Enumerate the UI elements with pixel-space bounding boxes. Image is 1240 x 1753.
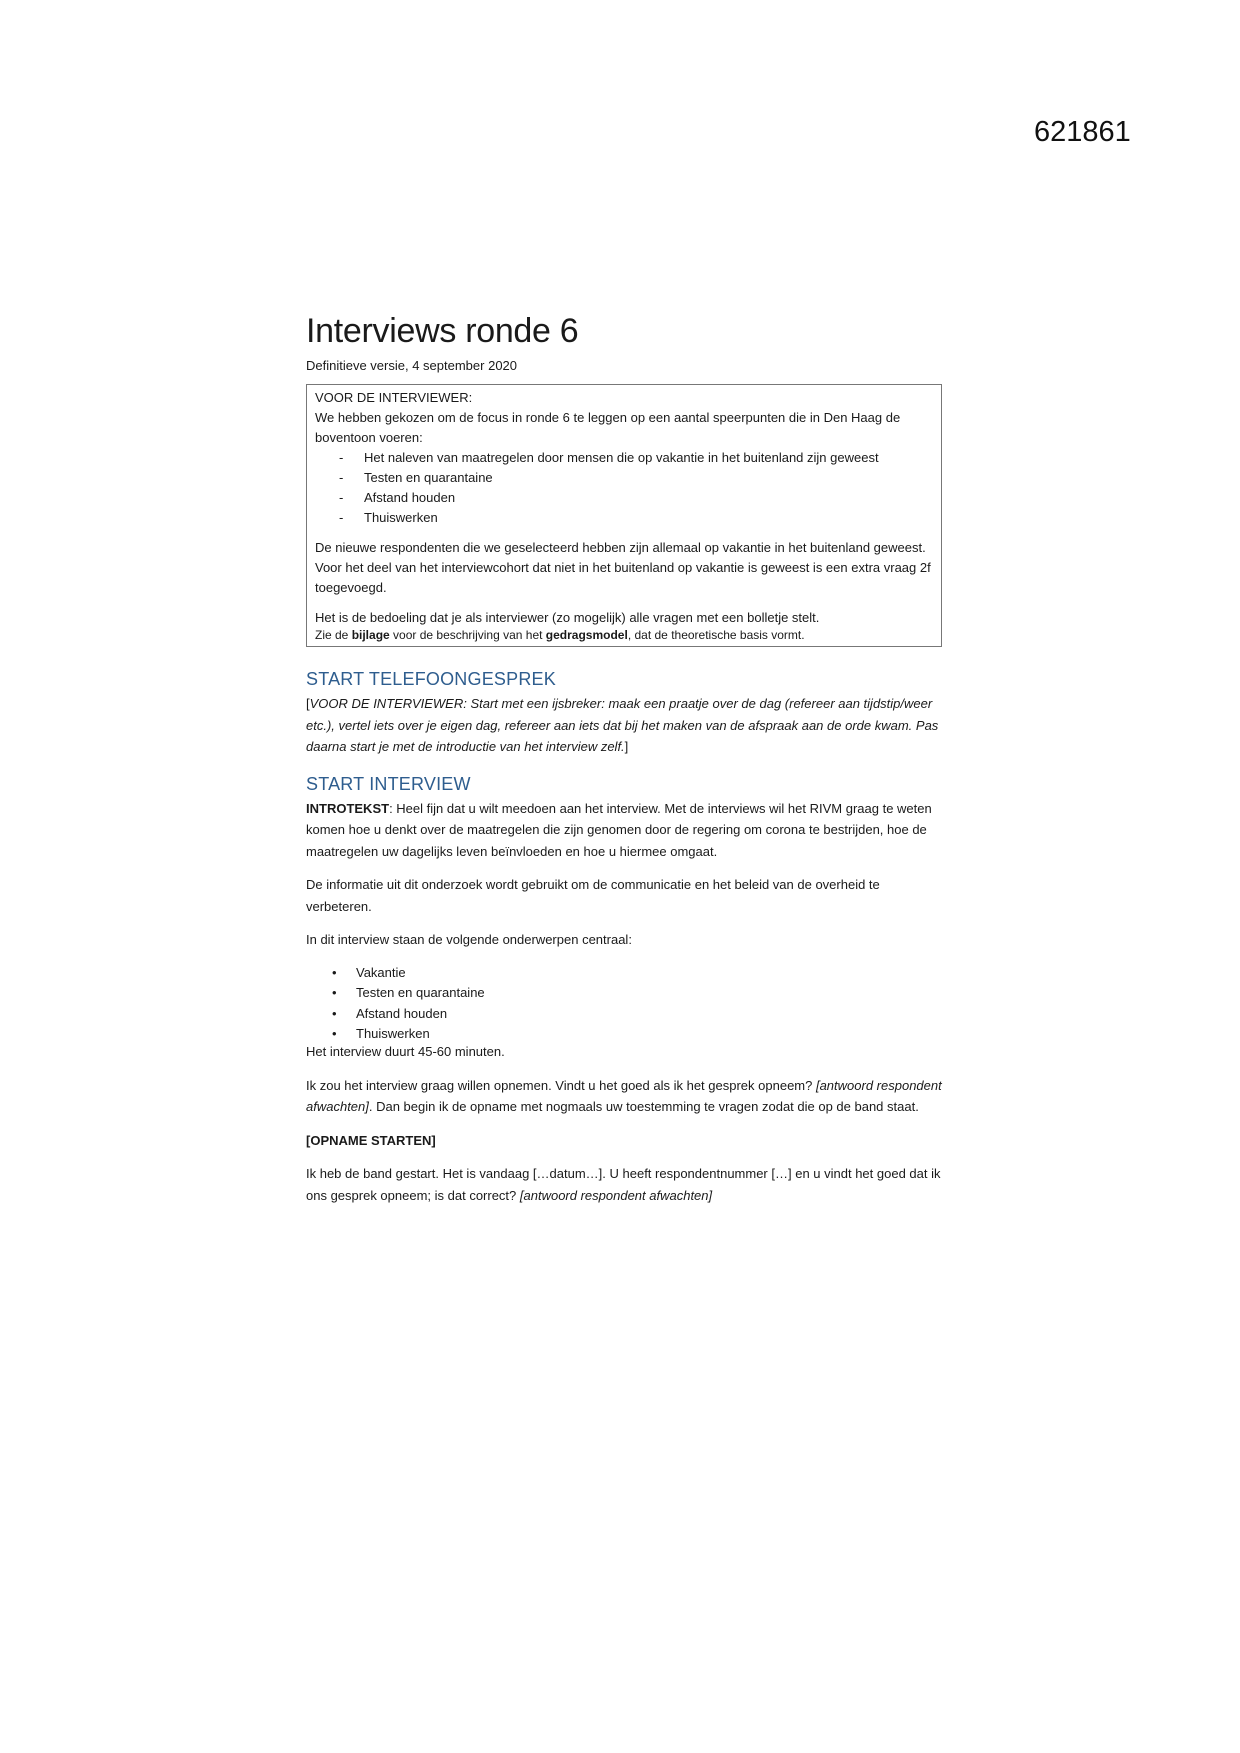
- model-reference: gedragsmodel: [545, 628, 628, 642]
- box-intro: We hebben gekozen om de focus in ronde 6 te leggen op een aantal speerpunten die in Den Haag de boventoon voeren:: [315, 410, 901, 445]
- band-text: Ik heb de band gestart. Het is vandaag […datum…]. U heeft respondentnummer […] en u vindt het goed dat ik ons gesprek opneem; is dat correct?: [306, 1166, 941, 1203]
- info-paragraph: De informatie uit dit onderzoek wordt gebruikt om de communicatie en het beleid van de overheid te verbeteren.: [306, 877, 880, 914]
- note-text: voor de beschrijving van het: [389, 628, 546, 642]
- bracket: ]: [624, 739, 629, 754]
- list-item: • Afstand houden: [356, 1004, 942, 1025]
- box-heading: VOOR DE INTERVIEWER:: [315, 390, 473, 405]
- appendix-reference: bijlage: [351, 628, 390, 642]
- start-recording-label: [OPNAME STARTEN]: [306, 1132, 436, 1148]
- recording-paragraph: [306, 1075, 942, 1118]
- intro-label: INTROTEKST: [306, 800, 390, 816]
- band-paragraph: [306, 1163, 942, 1206]
- duration-text: Het interview duurt 45-60 minuten.: [306, 1043, 505, 1059]
- box-respondents-text: De nieuwe respondenten die we geselecteerd hebben zijn allemaal op vakantie in het buitenland geweest. Voor het deel van het interviewcohort dat niet in het buitenland op vakantie is geweest is een extra vraag 2f toegevoegd.: [315, 540, 931, 595]
- document-content: [306, 310, 942, 1218]
- phone-instructions: [306, 693, 942, 758]
- list-item: - Thuiswerken: [339, 508, 933, 528]
- note-text: , dat de theoretische basis vormt.: [627, 628, 805, 642]
- box-appendix-note: [315, 628, 933, 642]
- band-instruction: [antwoord respondent afwachten]: [519, 1187, 713, 1203]
- recording-text: . Dan begin ik de opname met nogmaals uw toestemming te vragen zodat die op de band staat.: [368, 1099, 919, 1114]
- document-number: 621861: [1034, 116, 1131, 148]
- intro-text: : Heel fijn dat u wilt meedoen aan het interview. Met de interviews wil het RIVM graag te weten komen hoe u denkt over de maatregelen die zijn genomen door de regering om corona te bestrijden, hoe de maatregelen uw dagelijks leven beïnvloeden en hoe u hiermee omgaat.: [306, 800, 932, 859]
- list-item: - Afstand houden: [339, 488, 933, 508]
- topics-intro: In dit interview staan de volgende onderwerpen centraal:: [306, 932, 632, 947]
- section-heading-interview: START INTERVIEW: [306, 773, 471, 794]
- topics-list: [306, 963, 942, 1045]
- box-intention-text: Het is de bedoeling dat je als interviewer (zo mogelijk) alle vragen met een bolletje stelt.: [315, 610, 820, 625]
- page-title: Interviews ronde 6: [306, 312, 579, 350]
- phone-instruction-text: VOOR DE INTERVIEWER: Start met een ijsbreker: maak een praatje over de dag (refereer aan tijdstip/weer etc.), vertel iets over je eigen dag, refereer aan iets dat bij het maken van de afspraak aan de orde kwam. Pas daarna start je met de introductie van het interview zelf.: [306, 696, 939, 754]
- list-item: • Testen en quarantaine: [356, 983, 942, 1004]
- bracket: [: [306, 696, 310, 711]
- recording-text: Ik zou het interview graag willen opnemen. Vindt u het goed als ik het gesprek opneem?: [306, 1077, 816, 1093]
- list-item: • Thuiswerken: [356, 1024, 942, 1045]
- note-text: Zie de: [315, 628, 352, 642]
- interviewer-instructions-box: [306, 384, 942, 647]
- list-item: - Het naleven van maatregelen door mensen die op vakantie in het buitenland zijn geweest: [339, 448, 933, 468]
- intro-paragraph: [306, 798, 942, 863]
- recording-instruction: [antwoord respondent afwachten]: [306, 1077, 942, 1114]
- list-item: • Vakantie: [356, 963, 942, 984]
- focus-points-list: [315, 448, 933, 528]
- section-heading-phone: START TELEFOONGESPREK: [306, 669, 556, 689]
- page-subtitle: Definitieve versie, 4 september 2020: [306, 358, 518, 373]
- list-item: - Testen en quarantaine: [339, 468, 933, 488]
